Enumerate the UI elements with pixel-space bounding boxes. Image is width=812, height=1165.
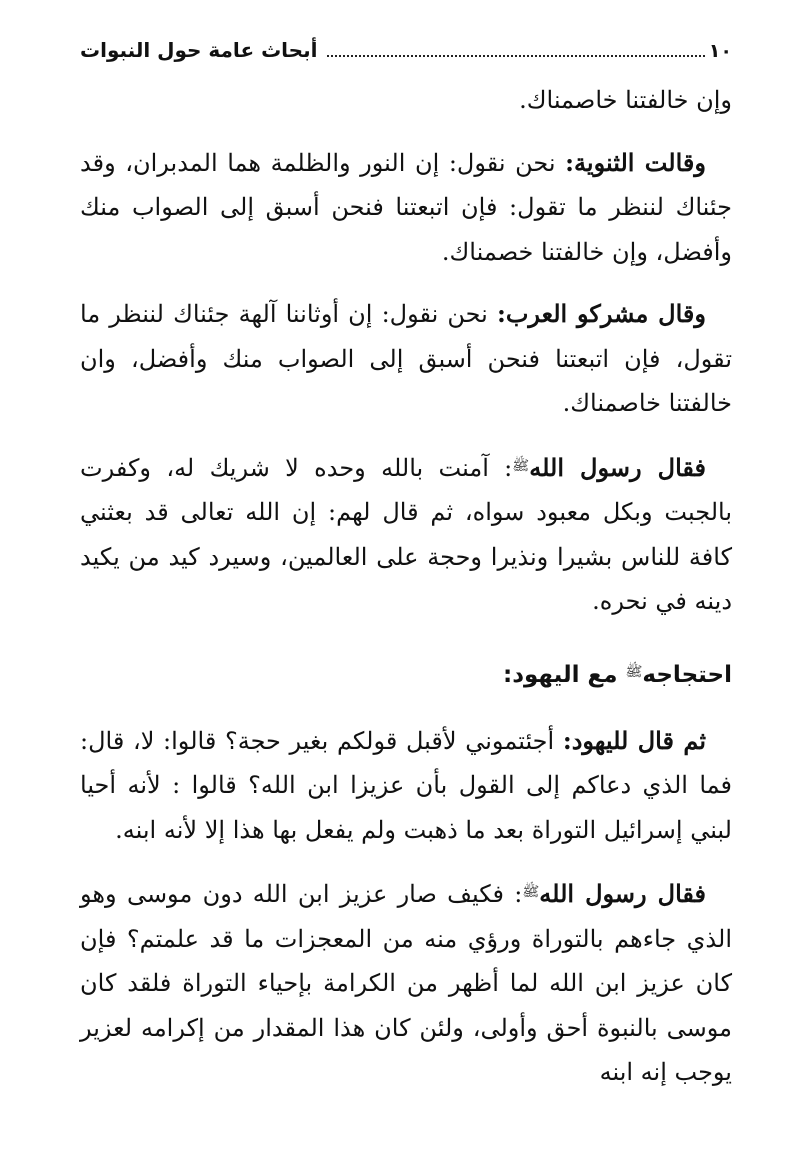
book-page [80,38,732,1095]
section-heading [80,650,732,697]
paragraph-2-lead: وقالت الثنوية: [565,147,706,177]
section-heading-b: مع اليهود: [503,661,626,688]
paragraph-6 [80,870,732,1095]
paragraph-2-text: نحن نقول: إن النور والظلمة هما المدبران، وقد جئناك لننظر ما تقول: فإن اتبعتنا فنحن أسبق إلى الصواب منك وأفضل، وإن خالفتنا خصمناك. [80,148,732,266]
paragraph-6-text: : فكيف صار عزيز ابن الله دون موسى وهو الذي جاءهم بالتوراة ورؤي منه من المعجزات ما قد علمتم؟ فإن كان عزيز ابن الله لما أظهر من الكرامة بإحياء التوراة فلقد كان موسى بالنبوة أحق وأولى، ولئن كان هذا المقدار من إكرامه لعزير يوجب إنه ابنه [80,880,732,1086]
paragraph-5 [80,719,732,853]
paragraph-3-text: نحن نقول: إن أوثاننا آلهة جئناك لننظر ما تقول، فإن اتبعتنا فنحن أسبق إلى الصواب منك وأفضل، وان خالفتنا خاصمناك. [80,300,732,417]
salla-glyph: ﷺ [512,457,530,474]
page-number: ١٠ [708,40,732,62]
running-header [80,38,732,78]
paragraph-1-text: وإن خالفتنا خاصمناك. [519,86,732,114]
paragraph-3 [80,292,732,426]
paragraph-3-lead: وقال مشركو العرب: [496,299,706,328]
header-dot-leader [327,54,704,57]
paragraph-5-lead: ثم قال لليهود: [562,725,707,755]
paragraph-4-text: : آمنت بالله وحده لا شريك له، وكفرت بالجبت وبكل معبود سواه، ثم قال لهم: إن الله تعالى قد بعثني كافة للناس بشيرا ونذيرا وحجة على العالمين، وسيرد كيد من يكيد دينه في نحره. [80,453,732,615]
paragraph-2 [80,141,732,275]
paragraph-4-lead: فقال رسول الله [529,452,706,482]
salla-glyph: ﷺ [625,663,643,680]
section-heading-a: احتجاجه [642,661,732,688]
paragraph-5-text: أجئتموني لأقبل قولكم بغير حجة؟ قالوا: لا، قال: فما الذي دعاكم إلى القول بأن عزيزا ابن الله؟ قالوا : لأنه أحيا لبني إسرائيل التوراة بعد ما ذهبت ولم يفعل بها هذا إلا لأنه ابنه. [80,726,732,844]
running-title: أبحاث عامة حول النبوات [80,38,318,62]
paragraph-1 [80,78,732,123]
paragraph-6-lead: فقال رسول الله [539,879,706,908]
salla-glyph: ﷺ [522,884,540,900]
paragraph-4 [80,444,732,624]
